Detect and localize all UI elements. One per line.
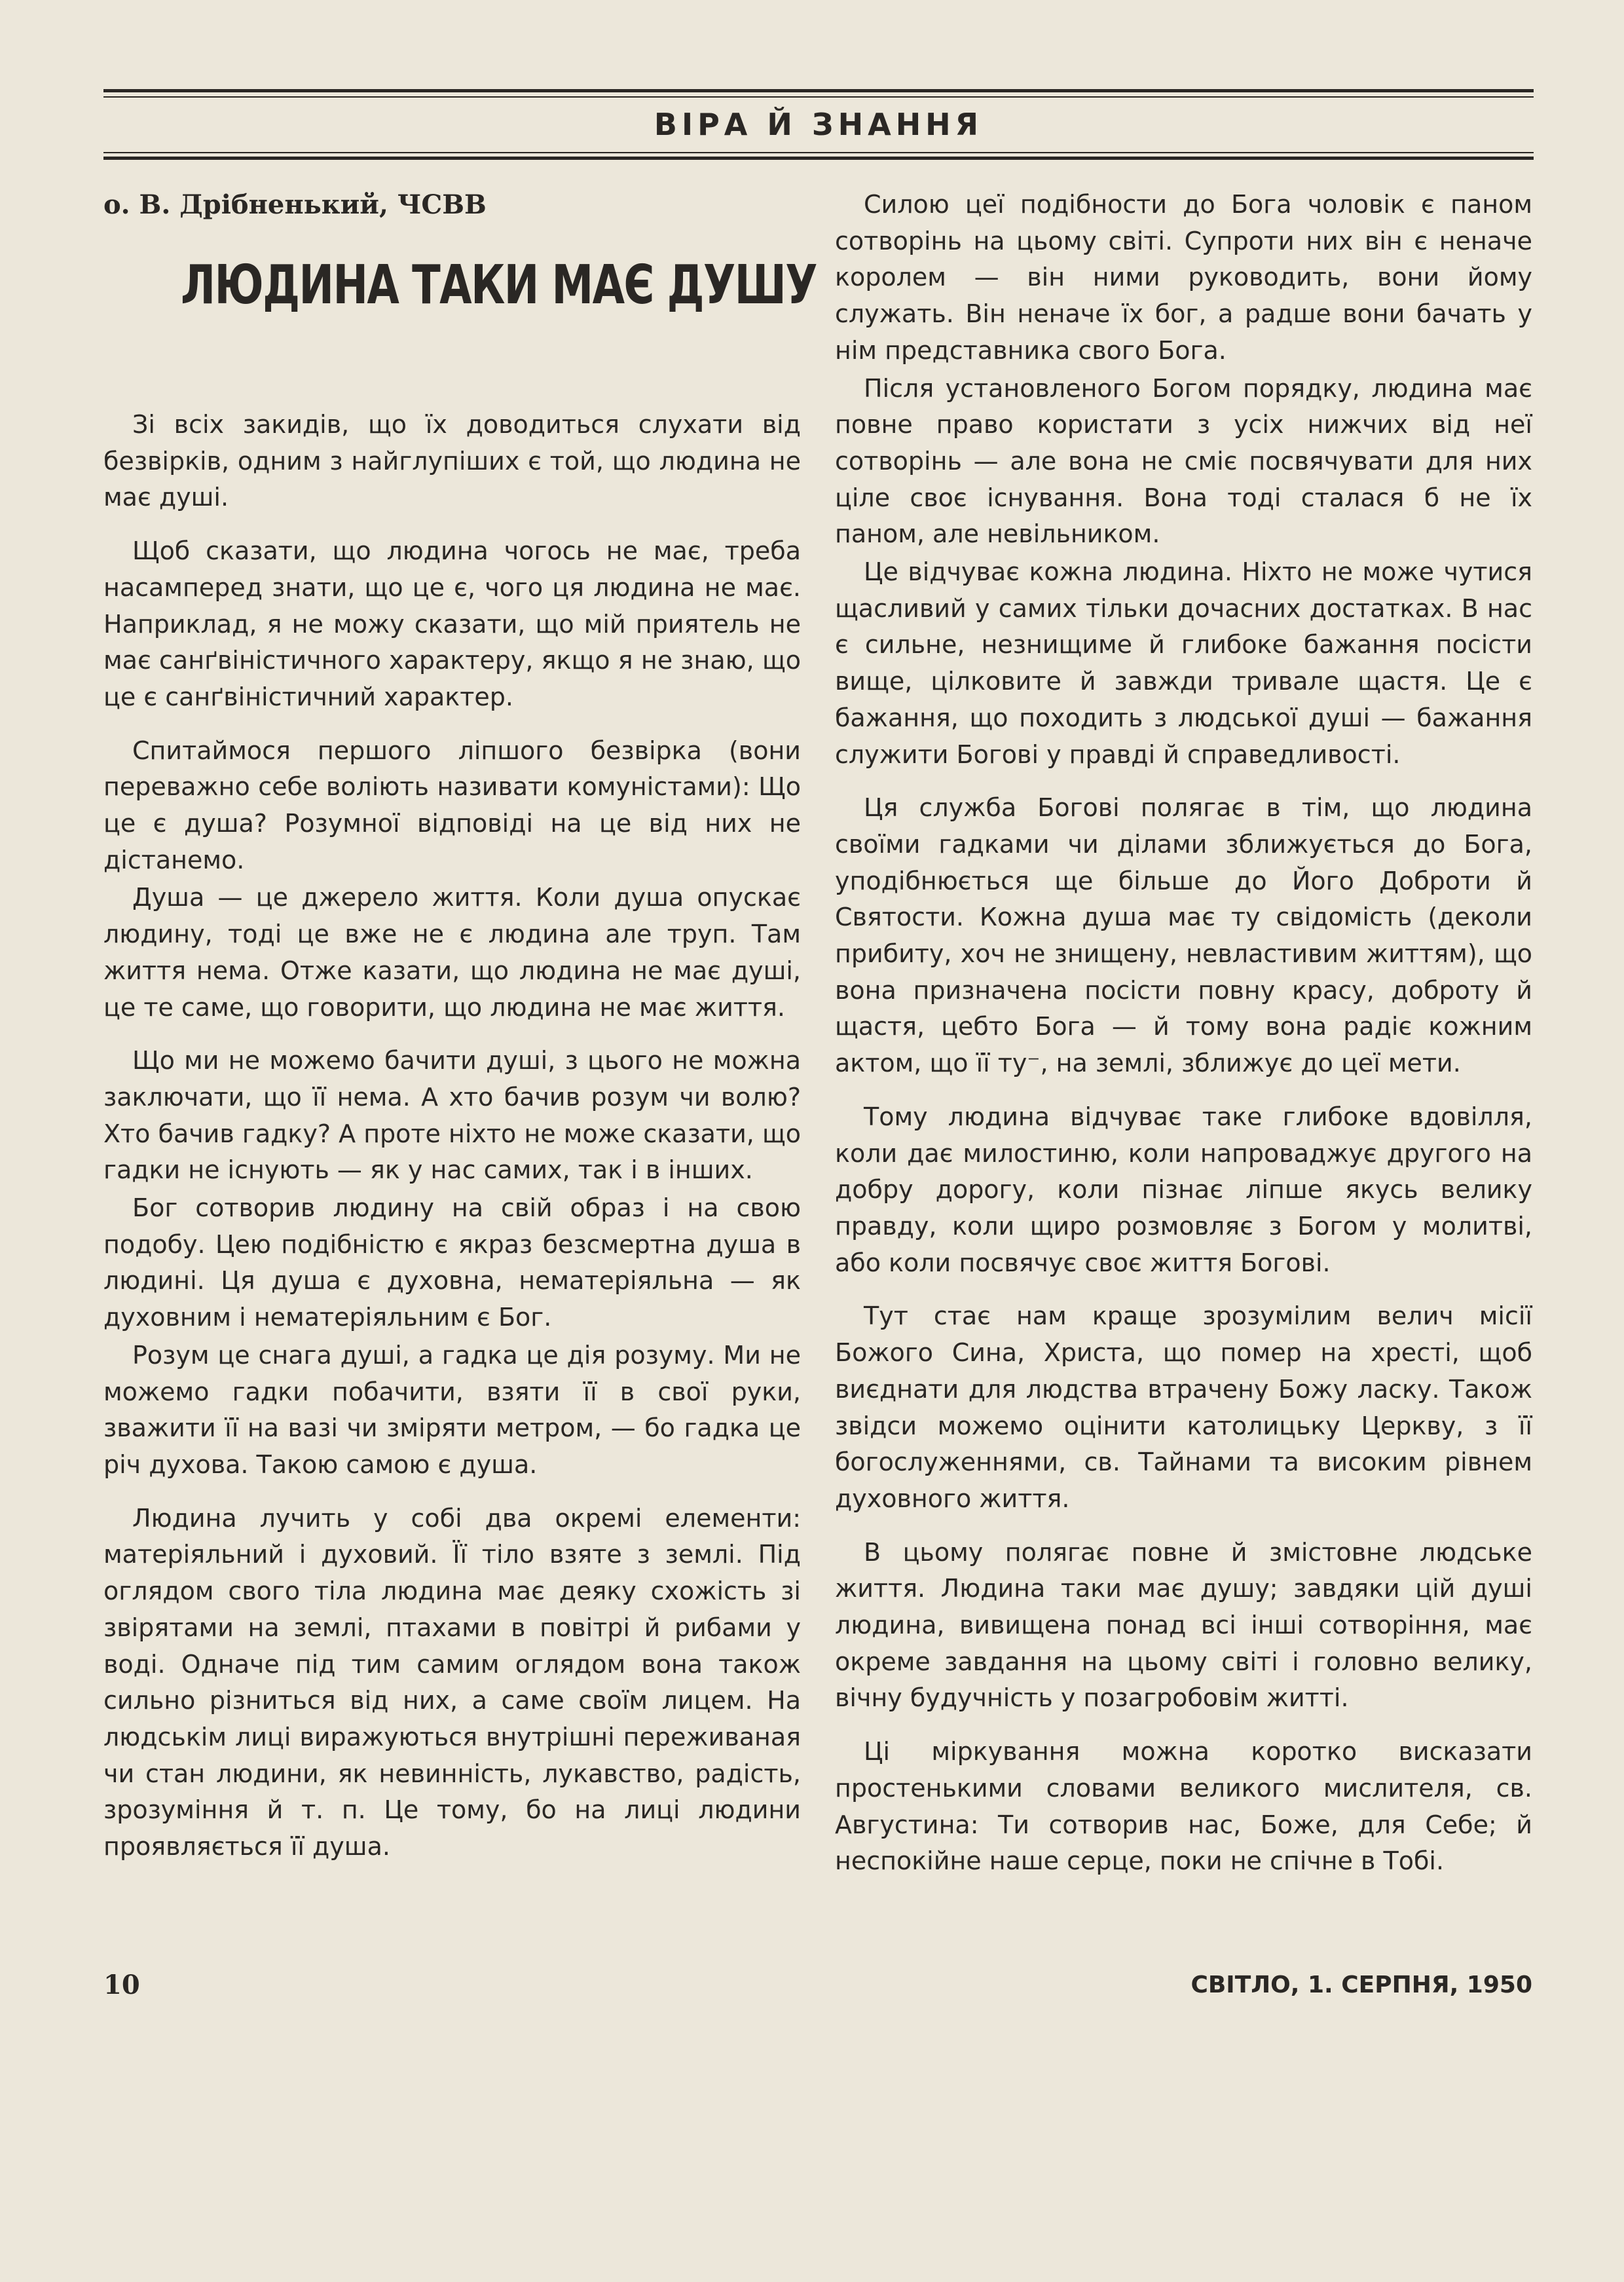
paragraph: Силою цеї подібности до Бога чоловік є паном сотворінь на цьому світі. Супроти них він є неначе королем — він ними руководить, вони йому служать. Він неначе їх бог, а радше вони бачать у нім представника свого Бога. [835, 190, 1532, 365]
article-author: о. В. Дрібненький, ЧСВВ [103, 189, 487, 220]
paragraph: Щоб сказати, що людина чогось не має, треба насамперед знати, що це є, чого ця людина не має. Наприклад, я не можу сказати, що мій приятель не має санґвіністичного характеру, якщо я не знаю, що це є санґвіністичний характер. [103, 536, 801, 711]
header-rule-bottom-1 [103, 152, 1534, 153]
paragraph: Що ми не можемо бачити душі, з цього не можна заключати, що її нема. А хто бачив розум чи волю? Хто бачив гадку? А проте ніхто не може сказати, що гадки не існують — як у нас самих, так і в інших. [103, 1046, 801, 1185]
paragraph: Ці міркування можна коротко висказати простенькими словами великого мислителя, св. Августина: Ти сотворив нас, Боже, для Себе; й неспокійне наше серце, поки не спічне в Тобі. [835, 1737, 1532, 1876]
page-number: 10 [103, 1970, 140, 2000]
paragraph: В цьому полягає повне й змістовне людське життя. Людина таки має душу; завдяки цій душі людина, вивищена понад всі інші сотворіння, має окреме завдання на цьому світі і головно велику, вічну будучність у позагробовім житті. [835, 1537, 1532, 1713]
header-rule-top-2 [103, 96, 1534, 98]
paragraph: Після установленого Богом порядку, людина має повне право користати з усіх нижчих від неї сотворінь — але вона не сміє посвячувати для них ціле своє існування. Вона тоді сталася б не їх паном, але невільником. [835, 373, 1532, 549]
paragraph: Це відчуває кожна людина. Ніхто не може чутися щасливий у самих тільки дочасних достатках. В нас є сильне, незнищиме й глибоке бажання посісти вище, цілковите й завжди тривале щастя. Це є бажання, що походить з людської душі — бажання служити Богові у правді й справедливості. [835, 557, 1532, 769]
header-rule-top-1 [103, 89, 1534, 92]
right-column [835, 187, 1532, 1897]
paragraph: Зі всіх закидів, що їх доводиться слухати від безвірків, одним з найглупіших є той, що людина не має душі. [103, 410, 801, 512]
paragraph: Людина лучить у собі два окремі елементи: матеріяльний і духовий. Її тіло взяте з землі. Під оглядом свого тіла людина має деяку схожість зі звірятами на землі, птахами в повітрі й рибами у воді. Одначе під тим самим оглядом вона також сильно різниться від них, а саме своїм лицем. На людськім лиці виражуються внутрішні переживаная чи стан людини, як невинність, лукавство, радість, зрозуміння й т. п. Це тому, бо на лиці людини проявляється її душа. [103, 1503, 801, 1861]
paragraph: Тому людина відчуває таке глибоке вдовілля, коли дає милостиню, коли напроваджує другого на добру дорогу, коли пізнає ліпше якусь велику правду, коли щиро розмовляє з Богом у молитві, або коли посвячує своє життя Богові. [835, 1102, 1532, 1277]
left-column [103, 187, 817, 1882]
paragraph: Спитаймося першого ліпшого безвірка (вони переважно себе воліють називати комуністами): Що це є душа? Розумної відповіді на це від них не дістанемо. [103, 736, 801, 874]
publication-info: СВІТЛО, 1. СЕРПНЯ, 1950 [1190, 1972, 1532, 1998]
paragraph: Душа — це джерело життя. Коли душа опускає людину, тоді це вже не є людина але труп. Там життя нема. Отже казати, що людина не має душі, це те саме, що говорити, що людина не має життя. [103, 883, 801, 1022]
paragraph: Бог сотворив людину на свій образ і на свою подобу. Цею подібністю є якраз безсмертна душа в людині. Ця душа є духовна, нематеріяльна — як духовним і нематеріяльним є Бог. [103, 1193, 801, 1332]
article-title: ЛЮДИНА ТАКИ МАЄ ДУШУ [181, 254, 817, 316]
paragraph: Тут стає нам краще зрозумілим велич місії Божого Сина, Христа, що помер на хресті, щоб виєднати для людства втрачену Божу ласку. Також звідси можемо оцінити католицьку Церкву, з її богослуженнями, св. Тайнами та високим рівнем духовного життя. [835, 1301, 1532, 1513]
paragraph: Розум це снага душі, а гадка це дія розуму. Ми не можемо гадки побачити, взяти її в свої руки, зважити її на вазі чи зміряти метром, — бо гадка це річ духова. Такою самою є душа. [103, 1340, 801, 1479]
section-title: ВІРА Й ЗНАННЯ [654, 107, 984, 142]
header-rule-bottom-2 [103, 157, 1534, 160]
paragraph: Ця служба Богові полягає в тім, що людина своїми гадками чи ділами зближується до Бога, уподібнюється ще більше до Його Доброти й Святости. Кожна душа має ту свідомість (деколи прибиту, хоч не знищену, невластивим життям), що вона призначена посісти повну красу, доброту й щастя, цебто Бога — й тому вона радіє кожним актом, що її ту⁻, на землі, зближує до цеї мети. [835, 793, 1532, 1078]
